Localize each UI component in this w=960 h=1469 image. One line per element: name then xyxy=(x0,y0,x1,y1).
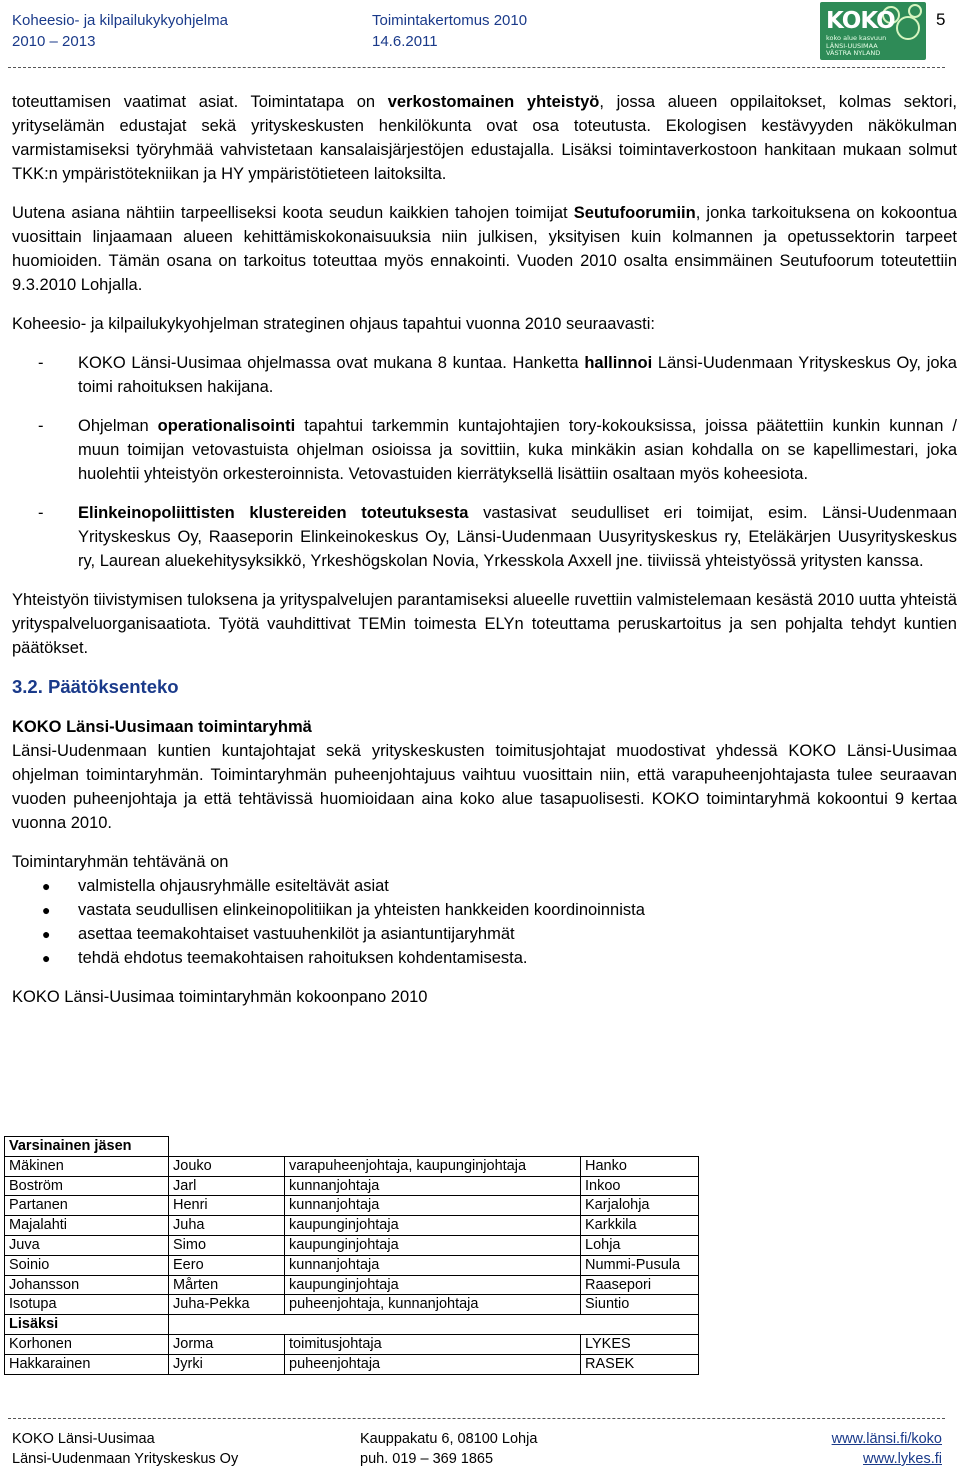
footer-org xyxy=(12,1429,238,1469)
table-row xyxy=(5,1255,699,1275)
table-cell: Lohja xyxy=(581,1235,699,1255)
paragraph-cooperation: Yhteistyön tiivistymisen tuloksena ja yrityspalvelujen parantamiseksi alueelle ruvettiin valmistelemaan kesästä 2010 uutta yhteistä yrityspalveluorganisaatiota. Työtä vauhdittivat TEMin toimesta ELYn toteuttama peruskartoitus ja sen pohjalta tehdyt kuntien päätökset. xyxy=(12,591,957,657)
table-cell: Jarl xyxy=(169,1176,285,1196)
table-cell: kunnanjohtaja xyxy=(285,1196,581,1216)
table-cell: Raasepori xyxy=(581,1275,699,1295)
table-row xyxy=(5,1295,699,1315)
paragraph-composition: KOKO Länsi-Uusimaa toimintaryhmän kokoonpano 2010 xyxy=(12,988,428,1006)
table-group-label: Lisäksi xyxy=(5,1315,169,1335)
table-row xyxy=(5,1176,699,1196)
table-cell: Siuntio xyxy=(581,1295,699,1315)
paragraph-toimintaryhma: Länsi-Uudenmaan kuntien kuntajohtajat sekä yrityskeskusten toimitusjohtajat muodostivat yhdessä KOKO Länsi-Uusimaa ohjelman toimintaryhmän. Toimintaryhmän puheenjohtajuus vaihtuu vuosittain niin, että varapuheenjohtajasta tulee seuraavan vuoden puheenjohtaja ja että tehtävissä huomioidaan aina koko alue tasapuolisesti. KOKO toimintaryhmä kokoontui 9 kertaa vuonna 2010. xyxy=(12,742,957,832)
footer-link-koko[interactable]: www.länsi.fi/koko xyxy=(831,1431,942,1447)
footer-divider xyxy=(8,1418,945,1419)
header-title xyxy=(12,10,228,52)
table-cell: kaupunginjohtaja xyxy=(285,1216,581,1236)
table-row xyxy=(5,1354,699,1374)
footer-address: Kauppakatu 6, 08100 Lohja xyxy=(360,1431,538,1447)
logo-slogan: koko alue kasvuun xyxy=(826,34,887,42)
table-cell: Mårten xyxy=(169,1275,285,1295)
table-cell: Inkoo xyxy=(581,1176,699,1196)
footer-links xyxy=(832,1429,942,1469)
table-cell: toimitusjohtaja xyxy=(285,1334,581,1354)
footer-org-name: KOKO Länsi-Uusimaa xyxy=(12,1431,155,1447)
table-cell: Partanen xyxy=(5,1196,169,1216)
members-table xyxy=(4,1136,699,1375)
table-cell: Henri xyxy=(169,1196,285,1216)
logo-text: KOKO xyxy=(826,8,895,34)
table-cell: Juha-Pekka xyxy=(169,1295,285,1315)
table-row xyxy=(5,1196,699,1216)
program-years: 2010 – 2013 xyxy=(12,33,96,50)
table-header-row xyxy=(5,1315,699,1335)
footer-contact xyxy=(360,1429,537,1469)
header-divider xyxy=(8,67,945,68)
table-cell: LYKES xyxy=(581,1334,699,1354)
paragraph-network: toteuttamisen vaatimat asiat. Toimintatapa on verkostomainen yhteistyö, jossa alueen oppilaitokset, kolmas sektori, yrityselämän edustajat sekä yrityskeskusten henkilökunta ovat osa toteutusta. Ekologisen kestävyyden näkökulman varmistamiseksi työryhmää vahvistetaan kansalaisjärjestöjen edustajalla. Lisäksi toimintaverkostoon hankitaan mukaan solmut TKK:n ympäristötekniikan ja HY ympäristötieteen laitoksilta. xyxy=(12,93,957,183)
table-cell: Boström xyxy=(5,1176,169,1196)
table-cell: Hakkarainen xyxy=(5,1354,169,1374)
document-body xyxy=(12,90,957,1009)
table-cell: kunnanjohtaja xyxy=(285,1176,581,1196)
paragraph-steering: Koheesio- ja kilpailukykyohjelman strateginen ohjaus tapahtui vuonna 2010 seuraavasti: xyxy=(12,315,655,333)
table-row xyxy=(5,1334,699,1354)
table-cell: Karkkila xyxy=(581,1216,699,1236)
table-cell: puheenjohtaja, kunnanjohtaja xyxy=(285,1295,581,1315)
table-cell: Johansson xyxy=(5,1275,169,1295)
section-heading: 3.2. Päätöksenteko xyxy=(12,676,179,697)
table-cell: Jyrki xyxy=(169,1354,285,1374)
table-cell: kunnanjohtaja xyxy=(285,1255,581,1275)
table-cell: puheenjohtaja xyxy=(285,1354,581,1374)
list-item: ● asettaa teemakohtaiset vastuuhenkilöt ja asiantuntijaryhmät xyxy=(42,925,515,943)
list-item: ● valmistella ohjausryhmälle esiteltävät asiat xyxy=(42,877,389,895)
task-list xyxy=(12,874,957,970)
table-cell: Jorma xyxy=(169,1334,285,1354)
table-cell: Korhonen xyxy=(5,1334,169,1354)
table-cell: Jouko xyxy=(169,1156,285,1176)
table-row xyxy=(5,1275,699,1295)
logo-region-fi: LÄNSI-UUSIMAA xyxy=(826,42,878,50)
program-title: Koheesio- ja kilpailukykyohjelma xyxy=(12,12,228,29)
table-row xyxy=(5,1235,699,1255)
list-item: ● vastata seudullisen elinkeinopolitiikan ja yhteisten hankkeiden koordinoinnista xyxy=(42,901,645,919)
logo-region-sv: VÄSTRA NYLAND xyxy=(826,49,881,57)
table-cell: Soinio xyxy=(5,1255,169,1275)
table-cell: Hanko xyxy=(581,1156,699,1176)
table-cell: Eero xyxy=(169,1255,285,1275)
table-cell: Juva xyxy=(5,1235,169,1255)
dash-item-koko: - KOKO Länsi-Uusimaa ohjelmassa ovat mukana 8 kuntaa. Hanketta hallinnoi Länsi-Uudenmaan Yrityskeskus Oy, joka toimi rahoituksen hakijana. xyxy=(38,354,957,396)
paragraph-tasks-intro: Toimintaryhmän tehtävänä on xyxy=(12,853,229,871)
table-cell: Simo xyxy=(169,1235,285,1255)
table-row xyxy=(5,1156,699,1176)
table-cell: Mäkinen xyxy=(5,1156,169,1176)
subheading-toimintaryhma: KOKO Länsi-Uusimaan toimintaryhmä xyxy=(12,718,312,736)
dash-item-clusters: - Elinkeinopoliittisten klustereiden toteutuksesta vastasivat seudulliset eri toimijat, esim. Länsi-Uudenmaan Yrityskeskus Oy, Raaseporin Elinkeinokeskus Oy, Länsi-Uudenmaan Uusyrityskeskus ry, Eteläkärjen Uusyrityskeskus ry, Laurean aluekehitysyksikkö, Yrkeshögskolan Novia, Yrkesskola Axxell jne. tiiviissä yhteistyössä yritysten kanssa. xyxy=(38,504,957,570)
table-cell: RASEK xyxy=(581,1354,699,1374)
table-cell: kaupunginjohtaja xyxy=(285,1235,581,1255)
koko-logo xyxy=(820,2,926,60)
table-row xyxy=(5,1216,699,1236)
header-report xyxy=(372,10,527,52)
table-group-label: Varsinainen jäsen xyxy=(5,1137,169,1157)
report-title: Toimintakertomus 2010 xyxy=(372,12,528,29)
footer-link-lykes[interactable]: www.lykes.fi xyxy=(863,1451,942,1467)
table-cell: Karjalohja xyxy=(581,1196,699,1216)
table-cell: varapuheenjohtaja, kaupunginjohtaja xyxy=(285,1156,581,1176)
footer-org-company: Länsi-Uudenmaan Yrityskeskus Oy xyxy=(12,1451,239,1467)
paragraph-seutufoorumi: Uutena asiana nähtiin tarpeelliseksi koota seudun kaikkien tahojen toimijat Seutufoorumiin, jonka tarkoituksena on kokoontua vuosittain linjaamaan alueen kehittämiskokonaisuuksia niin julkisen, yksityisen kuin kolmannen ja opetussektorin tarpeet huomioiden. Tämän osana on tarkoitus toteuttaa myös ennakointi. Vuoden 2010 osalta ensimmäinen Seutufoorum toteutettiin 9.3.2010 Lohjalla. xyxy=(12,204,957,294)
table-cell: kaupunginjohtaja xyxy=(285,1275,581,1295)
table-cell: Isotupa xyxy=(5,1295,169,1315)
table-cell: Nummi-Pusula xyxy=(581,1255,699,1275)
table-cell: Juha xyxy=(169,1216,285,1236)
table-cell: Majalahti xyxy=(5,1216,169,1236)
dash-item-operationalisation: - Ohjelman operationalisointi tapahtui tarkemmin kuntajohtajien tory-kokouksissa, joissa päätettiin kunkin kunnan / muun toimijan vetovastuista ohjelman osioissa ja sovittiin, kuka minkäkin asian kohdalla on se kapellimestari, joka huolehtii yhteistyön orkesteroinnista. Vetovastuiden kierrätyksellä lisättiin osaltaan myös koheesiota. xyxy=(38,417,958,483)
list-item: ● tehdä ehdotus teemakohtaisen rahoituksen kohdentamisesta. xyxy=(42,949,528,967)
page-number: 5 xyxy=(936,10,946,29)
table-header-row xyxy=(5,1137,699,1157)
footer-phone: puh. 019 – 369 1865 xyxy=(360,1451,494,1467)
report-date: 14.6.2011 xyxy=(372,33,438,50)
